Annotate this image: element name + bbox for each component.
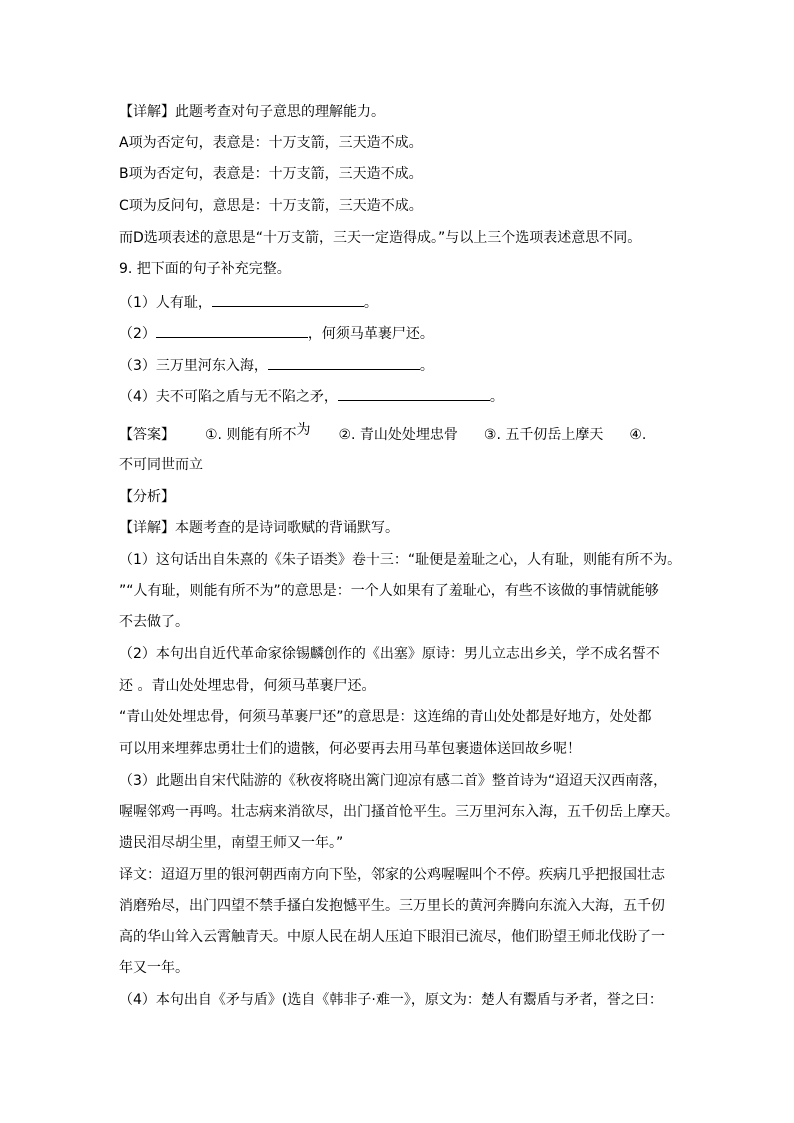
- option-d-explanation: 而D选项表述的意思是“十万支箭，三天一定造得成。”与以上三个选项表述意思不同。: [119, 230, 642, 246]
- detail-line: （2）本句出自近代革命家徐锡麟创作的《出塞》原诗：男儿立志出乡关，学不成名誓不: [119, 646, 660, 662]
- answer-line: [119, 422, 647, 444]
- detail-heading: 【详解】此题考查对句子意思的理解能力。: [119, 104, 385, 120]
- question-title: 9. 把下面的句子补充完整。: [119, 261, 291, 277]
- item-prefix: （3）三万里河东入海，: [119, 358, 268, 374]
- answer-2: ②. 青山处处埋忠骨: [338, 427, 458, 443]
- detail-heading-2: 【详解】本题考查的是诗词歌赋的背诵默写。: [119, 520, 399, 536]
- item-suffix: 。: [489, 389, 504, 405]
- detail-line: （1）这句话出自朱熹的《朱子语类》卷十三：“耻便是羞耻之心，人有耻，则能有所不为。: [119, 552, 682, 568]
- detail-line: 译文：迢迢万里的银河朝西南方向下坠，邻家的公鸡喔喔叫个不停。疾病几乎把报国壮志: [119, 867, 665, 883]
- option-a-explanation: A项为否定句，表意是：十万支箭，三天造不成。: [119, 135, 423, 151]
- detail-line: 消磨殆尽，出门四望不禁手搔白发抱憾平生。三万里长的黄河奔腾向东流入大海，五千仞: [119, 898, 665, 914]
- detail-line: 可以用来埋葬忠勇壮士们的遗骸，何必要再去用马革包裹遗体送回故乡呢！: [119, 741, 581, 757]
- detail-line: 遗民泪尽胡尘里，南望王师又一年。”: [119, 835, 344, 851]
- detail-line: 高的华山耸入云霄触青天。中原人民在胡人压迫下眼泪已流尽，他们盼望王师北伐盼了一: [119, 929, 665, 945]
- detail-line: 喔喔邻鸡一再鸣。壮志病来消欲尽，出门搔首怆平生。三万里河东入海，五千仞岳上摩天。: [119, 804, 679, 820]
- item-prefix: （2）: [119, 326, 156, 342]
- detail-line: 不去做了。: [119, 614, 189, 630]
- detail-line: 年又一年。: [119, 960, 189, 976]
- item-prefix: （1）人有耻，: [119, 295, 212, 311]
- option-c-explanation: C项为反问句，意思是：十万支箭，三天造不成。: [119, 198, 423, 214]
- detail-line: （3）此题出自宋代陆游的《秋夜将晓出篱门迎凉有感二首》整首诗为“迢迢天汉西南落，: [119, 773, 668, 789]
- answer-3: ③. 五千仞岳上摩天: [483, 427, 604, 443]
- question-item-4: [119, 386, 504, 406]
- item-suffix: 。: [419, 358, 434, 374]
- question-item-3: [119, 355, 434, 375]
- answer-1: ①. 则能有所不: [205, 427, 297, 443]
- detail-line: 还 。青山处处埋忠骨，何须马革裹尸还。: [119, 678, 376, 694]
- item-suffix: ，何须马革裹尸还。: [307, 326, 434, 342]
- analysis-label: 【分析】: [119, 489, 175, 505]
- answer-label: 【答案】: [119, 427, 175, 443]
- item-prefix: （4）夫不可陷之盾与无不陷之矛，: [119, 389, 338, 405]
- answer-1-tail: 为: [296, 422, 311, 438]
- detail-line: （4）本句出自《矛与盾》(选自《韩非子·难一》，原文为：楚人有鬻盾与矛者，誉之曰：: [119, 992, 663, 1008]
- question-item-1: [119, 292, 378, 312]
- detail-line: ”“人有耻，则能有所不为”的意思是：一个人如果有了羞耻心，有些不该做的事情就能够: [119, 583, 659, 599]
- option-b-explanation: B项为否定句，表意是：十万支箭，三天造不成。: [119, 166, 423, 182]
- answer-4: ④.: [629, 427, 647, 443]
- item-suffix: 。: [363, 295, 378, 311]
- question-item-2: [119, 323, 434, 343]
- fill-blank: [338, 386, 490, 401]
- answer-line-2: 不可同世而立: [119, 457, 203, 473]
- detail-line: “青山处处埋忠骨，何须马革裹尸还”的意思是：这连绵的青山处处都是好地方，处处都: [119, 709, 652, 725]
- fill-blank: [212, 292, 364, 307]
- fill-blank: [156, 323, 308, 338]
- fill-blank: [268, 355, 420, 370]
